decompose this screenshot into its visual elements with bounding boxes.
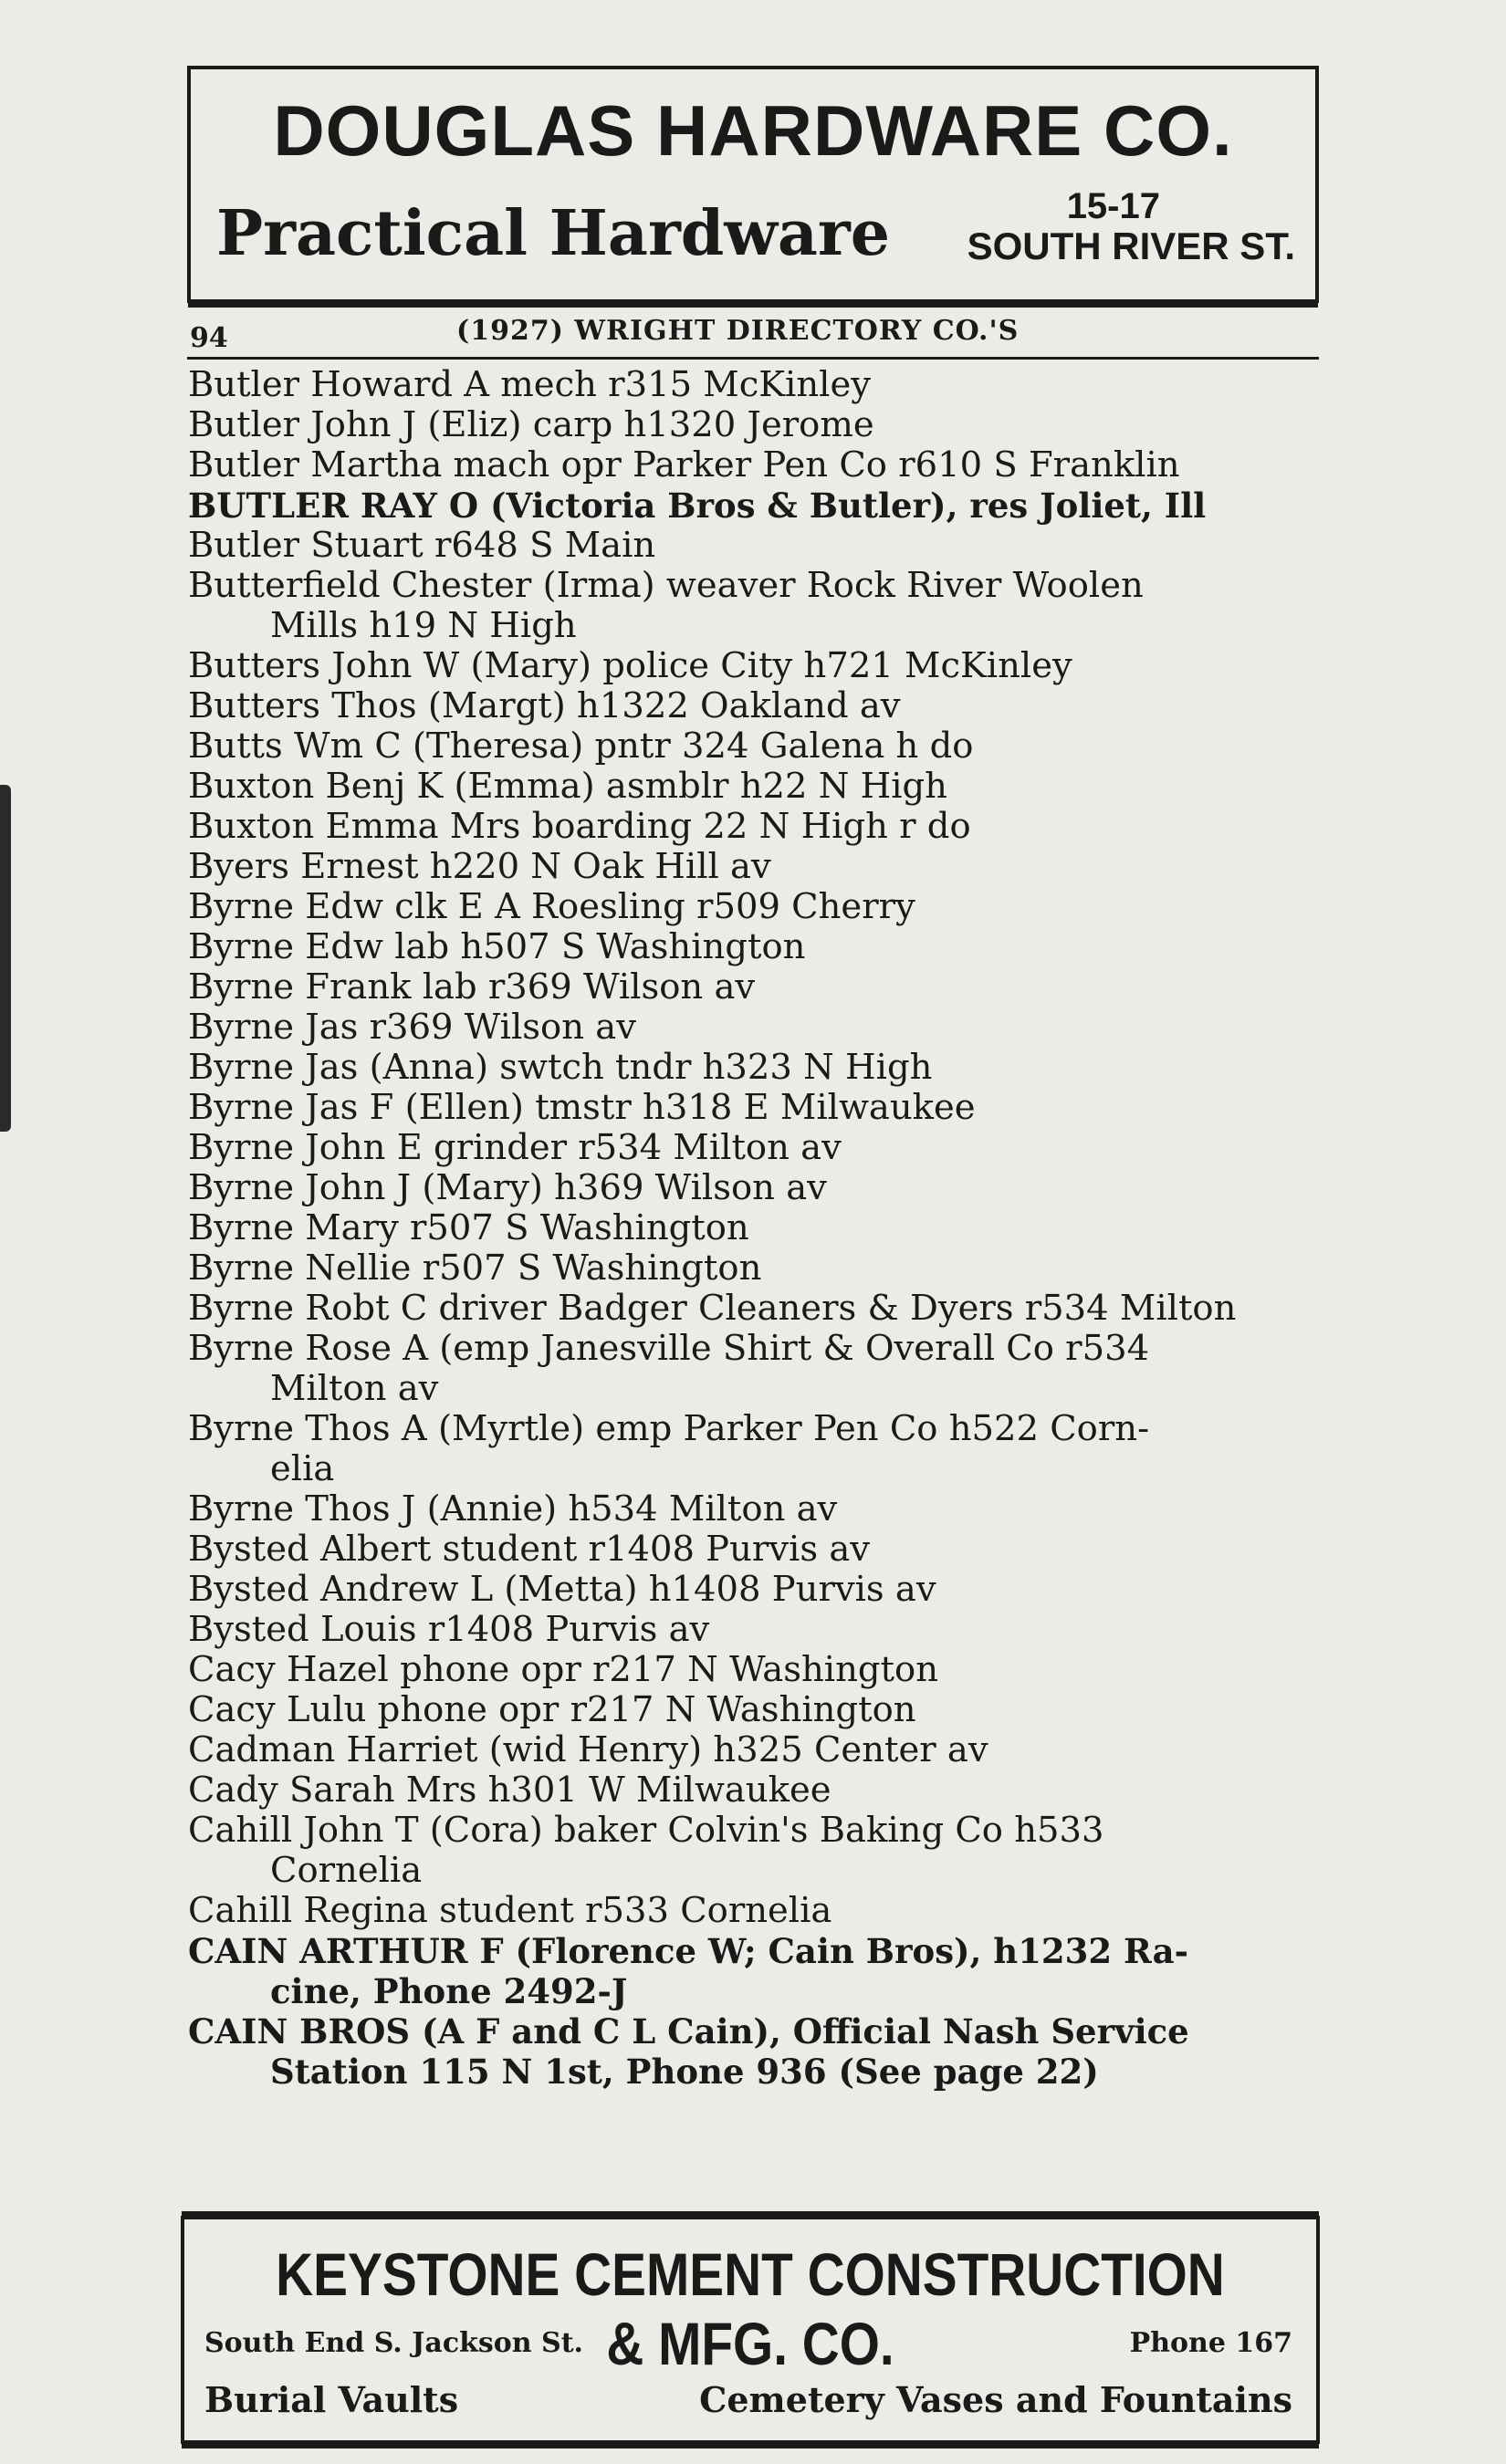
directory-entry: Bysted Louis r1408 Purvis av	[188, 1610, 710, 1650]
directory-entry-bold-continuation: Station 115 N 1st, Phone 936 (See page 22)	[270, 2052, 1099, 2092]
directory-entry: Butterfield Chester (Irma) weaver Rock River Woolen	[188, 566, 1144, 606]
directory-entry: Byrne Edw lab h507 S Washington	[188, 927, 806, 967]
directory-entry: Byrne John E grinder r534 Milton av	[188, 1128, 842, 1168]
directory-entry: Byrne Edw clk E A Roesling r509 Cherry	[188, 887, 915, 927]
directory-entry: Cady Sarah Mrs h301 W Milwaukee	[188, 1770, 831, 1811]
bottom-advertisement	[181, 2216, 1320, 2444]
directory-entry-bold: BUTLER RAY O (Victoria Bros & Butler), res Joliet, Ill	[188, 485, 1207, 526]
top-ad-address-number: 15-17	[1066, 186, 1160, 226]
page-number: 94	[190, 322, 228, 354]
directory-entry: Byrne Jas F (Ellen) tmstr h318 E Milwaukee	[188, 1088, 976, 1128]
directory-entry: Butler John J (Eliz) carp h1320 Jerome	[188, 405, 874, 445]
bottom-ad-company-name: KEYSTONE CEMENT CONSTRUCTION & MFG. CO.	[276, 2240, 1225, 2377]
bottom-ad-product-right: Cemetery Vases and Fountains	[699, 2379, 1292, 2420]
directory-entry: Cahill John T (Cora) baker Colvin's Baking Co h533	[188, 1811, 1104, 1851]
directory-entry: Buxton Emma Mrs boarding 22 N High r do	[188, 807, 971, 847]
directory-entry: Byrne Nellie r507 S Washington	[188, 1248, 762, 1289]
directory-entry: Cadman Harriet (wid Henry) h325 Center av	[188, 1730, 988, 1770]
directory-entry: Byrne Mary r507 S Washington	[188, 1208, 749, 1248]
directory-entry: Butler Stuart r648 S Main	[188, 526, 656, 566]
directory-entry: Byrne Thos A (Myrtle) emp Parker Pen Co h522 Corn-	[188, 1409, 1150, 1449]
directory-entry: Cahill Regina student r533 Cornelia	[188, 1891, 832, 1931]
directory-entry: Butters John W (Mary) police City h721 McKinley	[188, 646, 1072, 686]
directory-entry: Butters Thos (Margt) h1322 Oakland av	[188, 686, 901, 726]
directory-entry-continuation: Cornelia	[270, 1851, 423, 1891]
directory-entry: Bysted Andrew L (Metta) h1408 Purvis av	[188, 1570, 936, 1610]
directory-entry: Bysted Albert student r1408 Purvis av	[188, 1530, 871, 1570]
top-ad-tagline: Practical Hardware	[216, 197, 891, 270]
directory-entry: Byrne Rose A (emp Janesville Shirt & Overall Co r534	[188, 1329, 1150, 1369]
running-head	[187, 315, 1319, 360]
directory-entry: Byers Ernest h220 N Oak Hill av	[188, 847, 771, 887]
directory-entry: Butler Martha mach opr Parker Pen Co r610 S Franklin	[188, 445, 1180, 485]
directory-entry: Byrne Thos J (Annie) h534 Milton av	[188, 1489, 838, 1530]
bottom-ad-product-left: Burial Vaults	[204, 2379, 459, 2420]
directory-entry: Cacy Hazel phone opr r217 N Washington	[188, 1650, 938, 1690]
directory-entries	[188, 365, 1320, 2092]
directory-entry: Butts Wm C (Theresa) pntr 324 Galena h do	[188, 726, 974, 767]
directory-entry-bold-continuation: cine, Phone 2492-J	[270, 1971, 628, 2011]
directory-entry-bold: CAIN BROS (A F and C L Cain), Official Nash Service	[188, 2011, 1189, 2052]
directory-entry: Buxton Benj K (Emma) asmblr h22 N High	[188, 767, 947, 807]
top-ad-company-name: DOUGLAS HARDWARE CO.	[273, 90, 1233, 171]
directory-entry: Byrne Jas (Anna) swtch tndr h323 N High	[188, 1048, 933, 1088]
directory-entry-continuation: Milton av	[270, 1369, 439, 1409]
running-head-title: (1927) WRIGHT DIRECTORY CO.'S	[456, 315, 1020, 347]
top-advertisement	[187, 66, 1319, 303]
directory-entry: Byrne John J (Mary) h369 Wilson av	[188, 1168, 827, 1208]
directory-entry: Byrne Jas r369 Wilson av	[188, 1008, 636, 1048]
directory-entry: Byrne Frank lab r369 Wilson av	[188, 967, 756, 1008]
directory-entry-continuation: Mills h19 N High	[270, 606, 577, 646]
bottom-ad-address: South End S. Jackson St.	[204, 2327, 583, 2359]
directory-entry: Cacy Lulu phone opr r217 N Washington	[188, 1690, 916, 1730]
directory-entry-bold: CAIN ARTHUR F (Florence W; Cain Bros), h1232 Ra-	[188, 1931, 1188, 1971]
directory-entry: Butler Howard A mech r315 McKinley	[188, 365, 872, 405]
bottom-ad-phone: Phone 167	[1129, 2327, 1292, 2359]
page-binding-edge	[0, 785, 11, 1132]
directory-entry: Byrne Robt C driver Badger Cleaners & Dyers r534 Milton	[188, 1289, 1237, 1329]
top-ad-address-street: SOUTH RIVER ST.	[967, 224, 1295, 267]
directory-entry-continuation: elia	[270, 1449, 335, 1489]
